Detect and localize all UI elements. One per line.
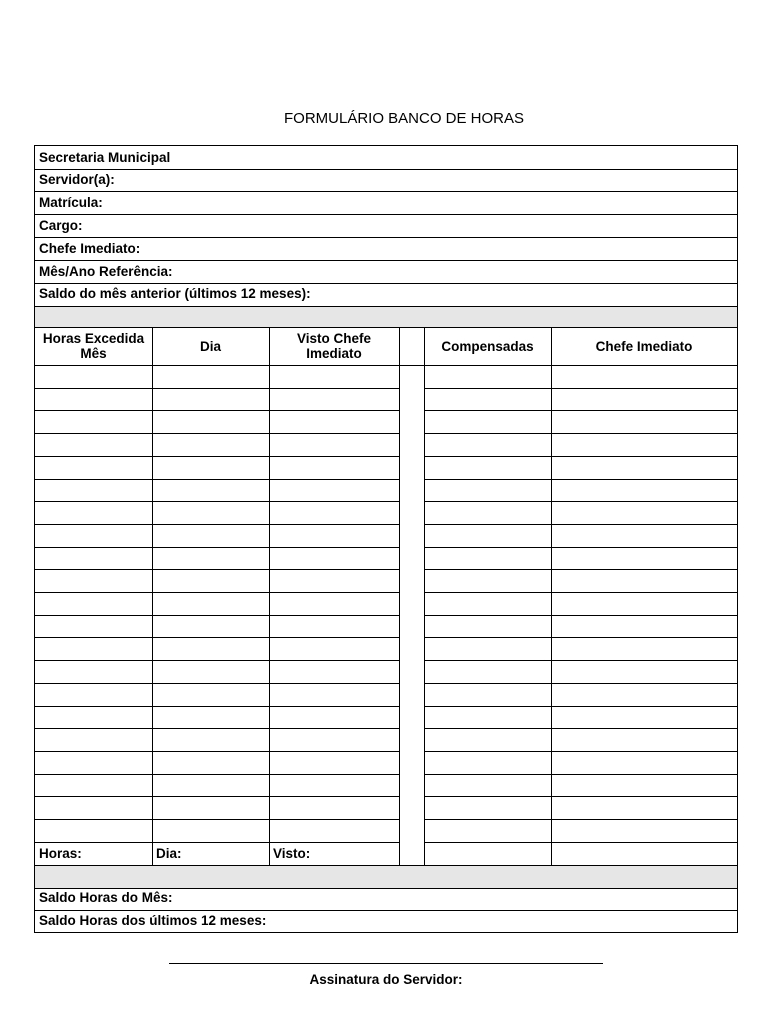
table-row-divider	[35, 728, 399, 729]
table-row-divider	[35, 569, 399, 570]
field-cargo: Cargo:	[39, 218, 83, 233]
table-row-divider	[424, 774, 737, 775]
footer-divider	[35, 865, 737, 866]
signature-label: Assinatura do Servidor:	[309, 972, 463, 987]
table-row-divider	[424, 796, 737, 797]
row-divider	[35, 306, 737, 307]
table-row-divider	[424, 547, 737, 548]
table-row-divider	[424, 660, 737, 661]
table-row-divider	[424, 637, 737, 638]
table-row-divider	[424, 751, 737, 752]
footer-horas: Horas:	[39, 846, 82, 861]
saldo-horas-mes: Saldo Horas do Mês:	[39, 890, 173, 905]
column-divider	[152, 327, 153, 865]
table-row-divider	[35, 479, 399, 480]
header-divider	[35, 365, 737, 366]
column-divider	[551, 327, 552, 865]
header-compensadas: Compensadas	[441, 338, 534, 354]
signature-line	[169, 963, 603, 964]
table-row-divider	[424, 615, 737, 616]
table-row-divider	[424, 683, 737, 684]
footer-dia: Dia:	[156, 846, 182, 861]
table-row-divider	[424, 569, 737, 570]
table-row-divider	[424, 524, 737, 525]
table-row-divider	[424, 433, 737, 434]
header-chefe-imediato: Chefe Imediato	[595, 338, 693, 354]
table-row-divider	[424, 819, 737, 820]
table-row-divider	[35, 842, 399, 843]
field-matricula: Matrícula:	[39, 195, 103, 210]
table-row-divider	[35, 751, 399, 752]
row-divider	[35, 191, 737, 192]
row-divider	[35, 283, 737, 284]
table-row-divider	[424, 706, 737, 707]
table-row-divider	[424, 479, 737, 480]
header-dia: Dia	[199, 338, 221, 354]
table-row-divider	[424, 456, 737, 457]
table-row-divider	[424, 501, 737, 502]
field-servidor: Servidor(a):	[39, 172, 115, 187]
table-row-divider	[35, 706, 399, 707]
table-row-divider	[35, 615, 399, 616]
table-row-divider	[424, 842, 737, 843]
column-divider	[424, 327, 425, 865]
table-row-divider	[35, 433, 399, 434]
field-chefe-imediato: Chefe Imediato:	[39, 241, 141, 256]
table-row-divider	[35, 524, 399, 525]
separator-band-bottom	[35, 865, 737, 888]
column-divider	[269, 327, 270, 865]
table-row-divider	[35, 501, 399, 502]
field-saldo-mes-anterior: Saldo do mês anterior (últimos 12 meses):	[39, 286, 311, 301]
row-divider	[35, 214, 737, 215]
header-visto-chefe: Visto Chefe Imediato	[296, 331, 372, 361]
field-mes-ano-referencia: Mês/Ano Referência:	[39, 264, 173, 279]
table-row-divider	[424, 388, 737, 389]
row-divider	[35, 327, 737, 328]
row-divider	[35, 169, 737, 170]
table-row-divider	[35, 637, 399, 638]
table-row-divider	[35, 456, 399, 457]
separator-band-top	[35, 306, 737, 327]
row-divider	[35, 237, 737, 238]
form-title	[0, 110, 768, 127]
saldo-divider	[35, 910, 737, 911]
table-row-divider	[35, 819, 399, 820]
form-title-text: FORMULÁRIO BANCO DE HORAS	[283, 110, 525, 127]
header-horas-excedida: Horas Excedida Mês	[42, 331, 145, 361]
table-row-divider	[35, 683, 399, 684]
table-row-divider	[35, 796, 399, 797]
table-row-divider	[424, 592, 737, 593]
table-row-divider	[35, 410, 399, 411]
column-divider	[399, 327, 400, 865]
form-table	[34, 145, 738, 933]
table-row-divider	[35, 774, 399, 775]
saldo-horas-ultimos-12: Saldo Horas dos últimos 12 meses:	[39, 913, 267, 928]
table-row-divider	[424, 410, 737, 411]
table-row-divider	[35, 547, 399, 548]
table-row-divider	[35, 388, 399, 389]
table-row-divider	[35, 592, 399, 593]
band-divider	[35, 888, 737, 889]
table-row-divider	[35, 660, 399, 661]
table-row-divider	[424, 728, 737, 729]
field-secretaria: Secretaria Municipal	[39, 150, 171, 165]
row-divider	[35, 260, 737, 261]
footer-visto: Visto:	[273, 846, 311, 861]
